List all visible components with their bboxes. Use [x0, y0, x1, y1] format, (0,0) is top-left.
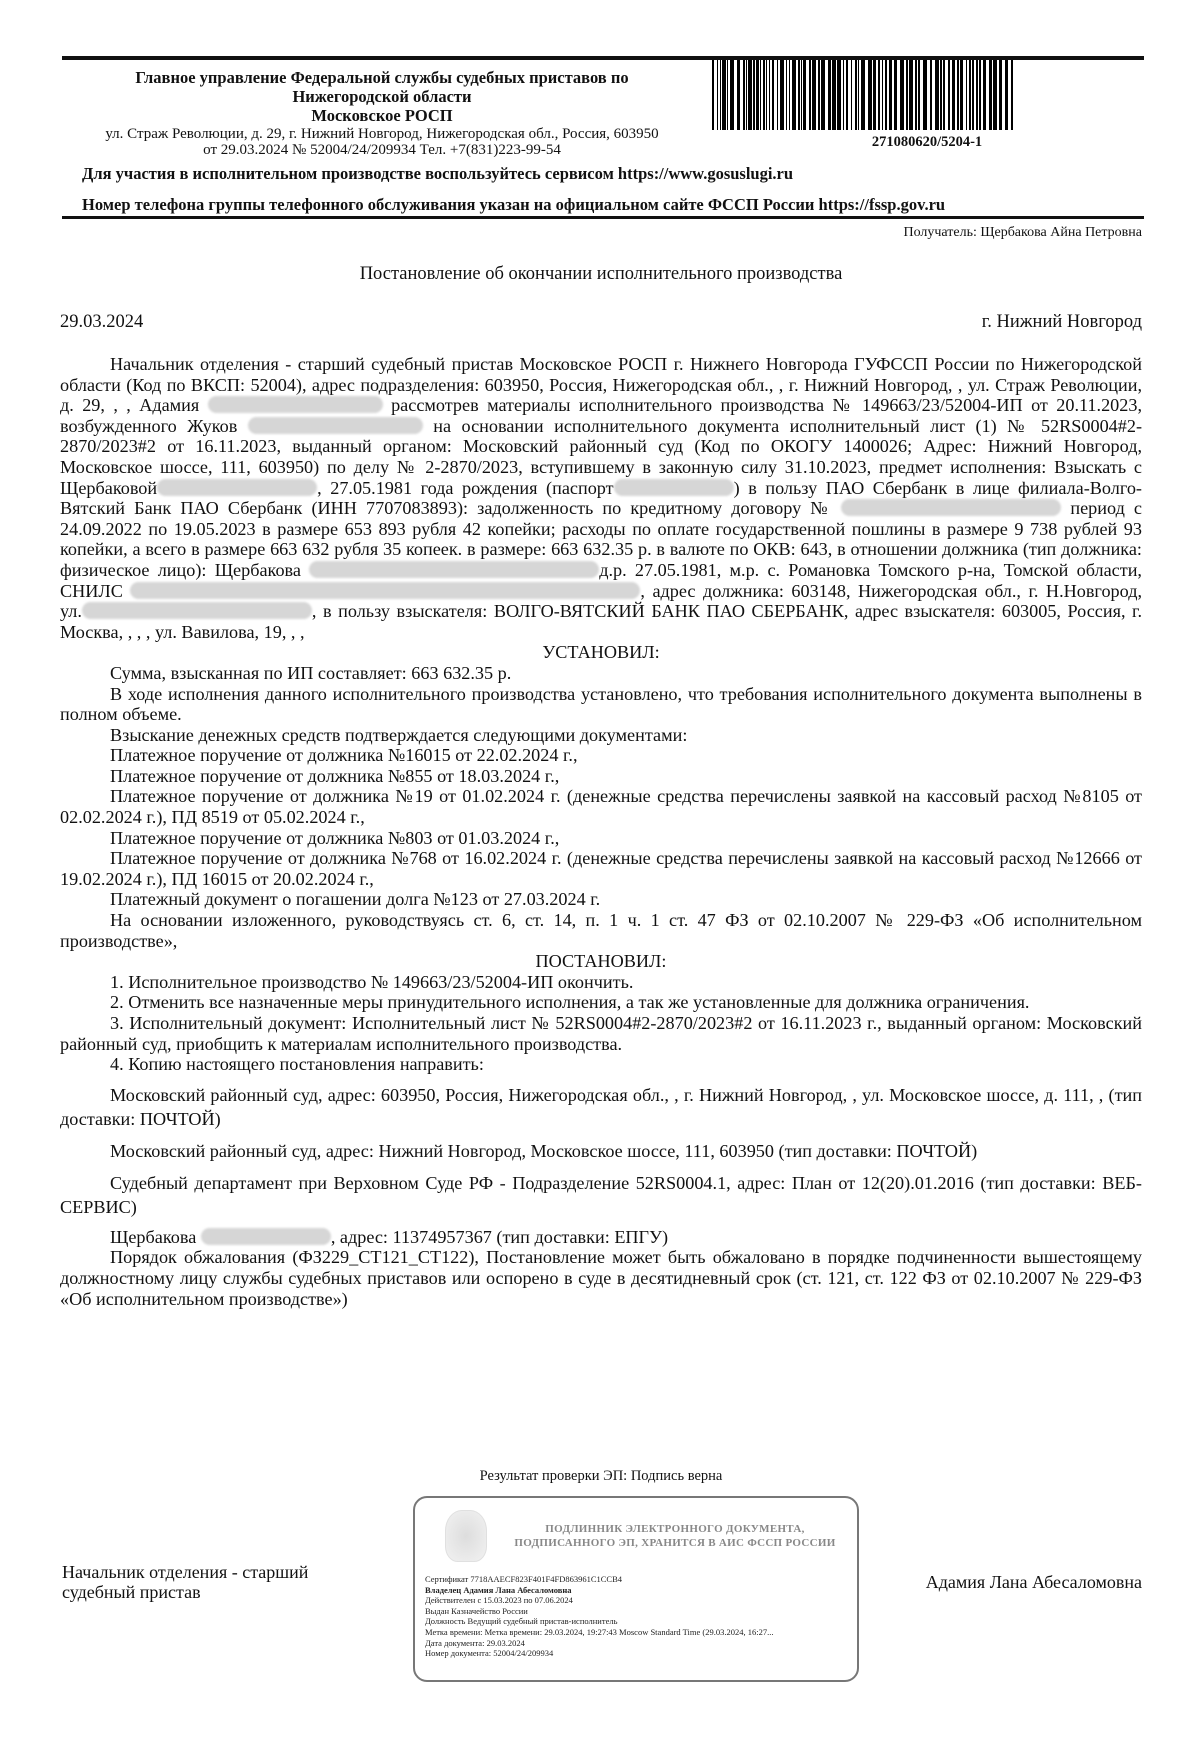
reference-line: от 29.03.2024 № 52004/24/209934 Тел. +7(831)223-99-54 [203, 142, 561, 158]
barcode-bar [906, 60, 908, 130]
barcode-bar [943, 60, 945, 130]
resolved-paragraph: 3. Исполнительный документ: Исполнительный лист № 52RS0004#2-2870/2023#2 от 16.11.2023 г., выданный органом: Московский районный суд, приобщить к материалам исполнительного производства. [60, 1013, 1142, 1054]
org-line: Нижегородской области [292, 87, 472, 106]
owner: Владелец Адамия Лана Абесаломовна [425, 1584, 572, 1595]
signer-name: Адамия Лана Абесаломовна [925, 1572, 1142, 1592]
fssp-phone-notice: Номер телефона группы телефонного обслуживания указан на официальном сайте ФССП России https://fssp.gov.ru [82, 195, 946, 214]
barcode-bar [900, 60, 904, 130]
barcode-bar [930, 60, 932, 130]
resolved-paragraph: 1. Исполнительное производство № 149663/23/52004-ИП окончить. [110, 971, 634, 992]
header-bottom-rule [62, 216, 1144, 219]
redacted [208, 396, 383, 413]
text: ) в пользу ПАО Сбербанк в лице филиала-Волго-Вятский Банк ПАО Сбербанк (ИНН 7707083893): задолженность по кредитному договору № [60, 477, 1142, 519]
established-heading: УСТАНОВИЛ: [542, 642, 660, 663]
barcode-bar [972, 60, 974, 130]
barcode-bar [743, 60, 745, 130]
barcode-bar [969, 60, 971, 130]
text: рассмотрев материалы исполнительного производства № 149663/23/52004-ИП от 20.11.2023, возбужденного Жуков [60, 395, 1142, 436]
barcode-bar [792, 60, 796, 130]
resolved-paragraph: 4. Копию настоящего постановления направить: [110, 1054, 484, 1075]
copy-recipient: Московский районный суд, адрес: 603950, Россия, Нижегородская обл., , г. Нижний Новгород, , ул. Московское шоссе, д. 111, , (тип доставки: ПОЧТОЙ) [60, 1084, 1142, 1129]
barcode-bar [756, 60, 759, 130]
barcode-bar [722, 60, 726, 130]
resolved-section [60, 972, 1142, 1075]
redacted [82, 602, 312, 619]
barcode-bar [789, 60, 790, 130]
barcode-bar [843, 60, 844, 130]
stamp-heading [505, 1522, 845, 1550]
redacted [841, 499, 1061, 516]
established-paragraph: Сумма, взысканная по ИП составляет: 663 632.35 р. [110, 662, 512, 683]
certificate: Сертификат 7718AAECF823F401F4FD863961C1CCB4 [425, 1574, 623, 1584]
signer-position [62, 1562, 308, 1602]
text: , в пользу взыскателя: ВОЛГО-ВЯТСКИЙ БАНК ПАО СБЕРБАНК, адрес взыскателя: 603005, Россия, г. Москва, , , , ул. Вавилова, 19, , , [60, 601, 1142, 642]
barcode-bar [952, 60, 955, 130]
gosuslugi-notice: Для участия в исполнительном производстве воспользуйтесь сервисом https://www.gosuslugi.ru [82, 164, 794, 183]
doc-number: Номер документа: 52004/24/209934 [425, 1648, 554, 1659]
barcode-bar [1011, 60, 1013, 130]
organization-name [62, 68, 702, 125]
barcode-bar [948, 60, 950, 130]
barcode-bar [966, 60, 967, 130]
barcode-bar [748, 60, 752, 130]
text: , адрес должника: 603148, Нижегородская обл., г. Н.Новгород, ул. [60, 580, 1142, 622]
document-city: г. Нижний Новгород [981, 312, 1142, 332]
barcode-bar [730, 60, 734, 130]
barcode-bar [999, 60, 1002, 130]
text: судебный пристав [62, 1582, 201, 1602]
barcode-bar [957, 60, 959, 130]
redacted [309, 561, 599, 578]
position: Должность Ведущий судебный пристав-исполнитель [425, 1616, 618, 1627]
established-paragraph: Взыскание денежных средств подтверждается следующими документами: [110, 724, 688, 745]
document-title: Постановление об окончании исполнительного производства [359, 264, 843, 284]
barcode-bar [769, 60, 770, 130]
text: ПОДПИСАННОГО ЭП, ХРАНИТСЯ В АИС ФССП РОССИИ [514, 1537, 836, 1549]
document-date: 29.03.2024 [60, 312, 144, 332]
document-body [60, 354, 1142, 1309]
appeal-procedure: Порядок обжалования (ФЗ229_СТ121_СТ122), Постановление может быть обжаловано в порядке подчиненности вышестоящему должностному лицу службы судебных приставов или оспорено в суде в десятидневный срок (ст. 121, ст. 122 ФЗ от 02.10.2007 № 229-ФЗ «Об исполнительном производстве») [60, 1247, 1142, 1309]
barcode-bar [786, 60, 787, 130]
barcode-bar [935, 60, 939, 130]
debtor-recipient [60, 1227, 1142, 1248]
barcode-bar [720, 60, 721, 130]
barcode-bar [976, 60, 978, 130]
text: д.р. 27.05.1981, м.р. с. Романовка Томского р-на, Томской области, СНИЛС [60, 559, 1142, 601]
recipient: Получатель: Щербакова Айна Петровна [903, 225, 1142, 240]
barcode [712, 60, 1142, 130]
barcode-bar [717, 60, 718, 130]
redacted [614, 479, 734, 496]
barcode-bar [861, 60, 865, 130]
barcode-bar [918, 60, 920, 130]
coat-of-arms-icon [445, 1510, 487, 1562]
redacted [130, 582, 640, 599]
barcode-bar [766, 60, 767, 130]
established-paragraph: Платежное поручение от должника №768 от 16.02.2024 г. (денежные средства перечислены заявкой на кассовый расход №12666 от 19.02.2024 г.), ПД 16015 от 20.02.2024 г., [60, 848, 1142, 889]
established-paragraph: На основании изложенного, руководствуясь ст. 6, ст. 14, п. 1 ч. 1 ст. 47 ФЗ от 02.10.2007 № 229-ФЗ «Об исполнительном производстве», [60, 910, 1142, 951]
barcode-bar [868, 60, 872, 130]
doc-date: Дата документа: 29.03.2024 [425, 1637, 525, 1648]
copy-recipient: Московский районный суд, адрес: Нижний Новгород, Московское шоссе, 111, 603950 (тип доставки: ПОЧТОЙ) [110, 1140, 978, 1161]
barcode-bar [780, 60, 784, 130]
resolved-heading: ПОСТАНОВИЛ: [535, 951, 667, 972]
barcode-bar [915, 60, 917, 130]
barcode-bar [940, 60, 942, 130]
electronic-signature-stamp [413, 1496, 859, 1682]
barcode-bar [1005, 60, 1008, 130]
validity: Действителен с 15.03.2023 по 07.06.2024 [425, 1595, 573, 1606]
org-line: Главное управление Федеральной службы судебных приставов по [135, 68, 629, 87]
barcode-bar [878, 60, 880, 130]
text: Щербакова [110, 1226, 201, 1247]
redacted [201, 1228, 331, 1245]
barcode-bar [760, 60, 761, 130]
certificate-details [425, 1574, 773, 1659]
copy-recipient: Судебный департамент при Верховном Суде РФ - Подразделение 52RS0004.1, адрес: План от 12(20).01.2016 (тип доставки: ВЕБ-СЕРВИС) [60, 1172, 1142, 1217]
barcode-bar [753, 60, 755, 130]
timestamp: Метка времени: Метка времени: 29.03.2024, 19:27:43 Moscow Standard Time (29.03.2024, 16:27... [425, 1626, 774, 1637]
text: Начальник отделения - старший [62, 1562, 309, 1582]
barcode-bar [727, 60, 728, 130]
barcode-bar [855, 60, 857, 130]
organization-address [62, 126, 702, 158]
barcode-bar [882, 60, 883, 130]
org-line: Московское РОСП [311, 106, 453, 125]
signature-check: Результат проверки ЭП: Подпись верна [479, 1468, 723, 1484]
barcode-bar [777, 60, 778, 130]
barcode-bar [873, 60, 876, 130]
barcode-bar [909, 60, 913, 130]
barcode-bar [894, 60, 897, 130]
barcode-bar [712, 60, 714, 130]
established-section [60, 663, 1142, 951]
barcode-bar [763, 60, 765, 130]
text: Начальник отделения - старший судебный пристав Московское РОСП г. Нижнего Новгорода ГУФССП России по Нижегородской области (Код по ВКСП: 52004), адрес подразделения: 603950, Россия, Нижегородская обл., , г. Нижний Новгород, , ул. Страж Революции, д. 29, , , Адамия [60, 354, 1142, 416]
text: на основании исполнительного документа исполнительный лист (1) № 52RS0004#2-2870/2023#2 от 16.11.2023, выданный органом: Московский районный суд (Код по ОКОГУ 1400026; Адрес: Нижний Новгород, Московское шоссе, 111, 603950) по делу № 2-2870/2023, вступившему в законную силу 31.10.2023, предмет исполнения: Взыскать с Щербаковой [60, 415, 1142, 498]
established-paragraph: Платежное поручение от должника №16015 от 22.02.2024 г., [110, 745, 578, 766]
established-paragraph: Платежное поручение от должника №803 от 01.03.2024 г., [110, 827, 560, 848]
resolved-paragraph: 2. Отменить все назначенные меры принудительного исполнения, а так же установленные для должника ограничения. [110, 992, 1030, 1013]
barcode-bar [812, 60, 816, 130]
text: , адрес: 11374957367 (тип доставки: ЕПГУ) [330, 1226, 669, 1247]
barcode-bar [983, 60, 986, 130]
barcode-bar [818, 60, 820, 130]
text: ПОДЛИННИК ЭЛЕКТРОННОГО ДОКУМЕНТА, [545, 1523, 805, 1535]
address-line: ул. Страж Революции, д. 29, г. Нижний Новгород, Нижегородская обл., Россия, 603950 [105, 126, 659, 142]
barcode-bar [837, 60, 841, 130]
issuer: Выдан Казначейство России [425, 1605, 528, 1616]
barcode-bar [979, 60, 981, 130]
barcode-number: 271080620/5204-1 [871, 134, 983, 150]
barcode-bar [923, 60, 927, 130]
barcode-bar [772, 60, 774, 130]
barcode-bar [851, 60, 852, 130]
barcode-bar [828, 60, 831, 130]
established-paragraph: Платежное поручение от должника №855 от 18.03.2024 г., [110, 765, 560, 786]
barcode-bar [993, 60, 997, 130]
barcode-bar [989, 60, 992, 130]
text: период с 24.09.2022 по 19.05.2023 в размере 653 893 рубля 42 копейки; расходы по оплате государственной пошлины в размере 9 738 рублей 93 копейки, а всего в размере 663 632 рубля 35 копеек. в размере: 663 632.35 р. в валюте по ОКВ: 643, в отношении должника (тип должника: физическое лицо): Щербакова [60, 498, 1143, 580]
barcode-bar [798, 60, 800, 130]
barcode-bar [889, 60, 892, 130]
established-paragraph: В ходе исполнения данного исполнительного производства установлено, что требования исполнительного документа выполнены в полном объеме. [60, 683, 1142, 725]
redacted [248, 417, 423, 434]
established-paragraph: Платежное поручение от должника №19 от 01.02.2024 г. (денежные средства перечислены заявкой на кассовый расход №8105 от 02.02.2024 г.), ПД 8519 от 05.02.2024 г., [60, 786, 1142, 828]
barcode-bar [737, 60, 740, 130]
text: , 27.05.1981 года рождения (паспорт [317, 477, 614, 498]
barcode-bar [746, 60, 747, 130]
intro-paragraph [60, 354, 1142, 642]
barcode-bar [858, 60, 859, 130]
barcode-bar [809, 60, 811, 130]
barcode-bar [846, 60, 848, 130]
barcode-bar [960, 60, 963, 130]
barcode-bar [801, 60, 802, 130]
barcode-bar [832, 60, 836, 130]
barcode-bar [885, 60, 887, 130]
barcode-bar [803, 60, 806, 130]
barcode-bar [821, 60, 825, 130]
established-paragraph: Платежный документ о погашении долга №123 от 27.03.2024 г. [110, 889, 601, 910]
redacted [157, 479, 317, 496]
copy-recipients [60, 1083, 1142, 1219]
